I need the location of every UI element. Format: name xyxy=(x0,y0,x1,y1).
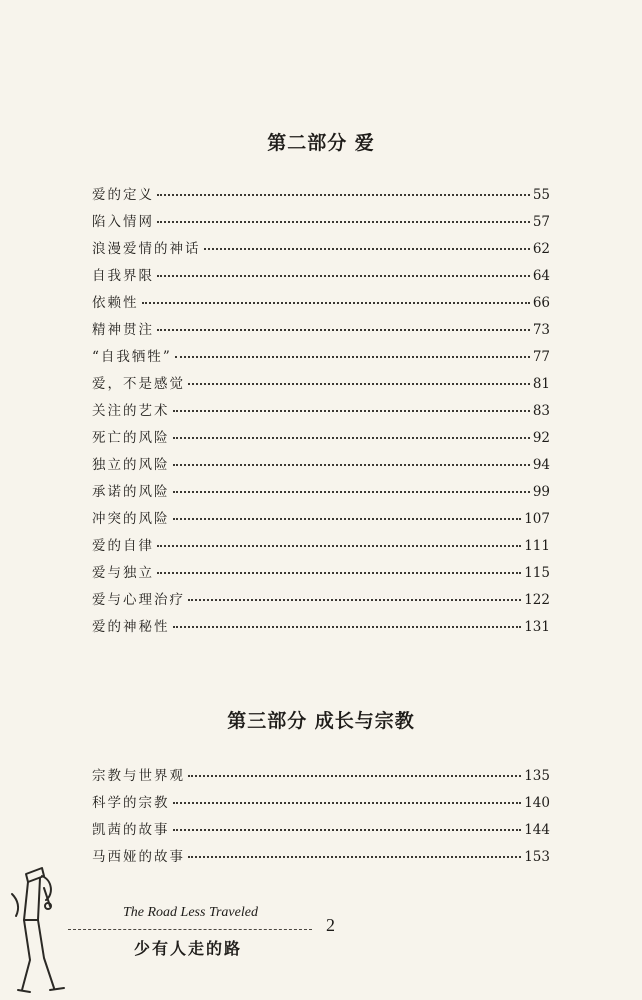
toc-dot-leader xyxy=(157,220,530,223)
toc-entry[interactable] xyxy=(92,615,550,642)
toc-entry[interactable] xyxy=(92,453,550,480)
toc-entry-label: 独立的风险 xyxy=(92,457,170,473)
toc-dot-leader xyxy=(157,544,521,547)
part-three-toc-list xyxy=(92,764,550,872)
page-number: 2 xyxy=(326,915,335,935)
toc-dot-leader xyxy=(204,247,530,250)
toc-entry-page-number: 66 xyxy=(532,295,550,311)
toc-entry[interactable] xyxy=(92,818,550,845)
toc-dot-leader xyxy=(173,490,530,493)
toc-dot-leader xyxy=(175,355,530,358)
book-title-chinese: 少有人走的路 xyxy=(134,939,243,958)
toc-entry-label: 关注的艺术 xyxy=(92,403,170,419)
toc-entry-page-number: 135 xyxy=(524,768,550,784)
toc-dot-leader xyxy=(173,463,530,466)
toc-entry[interactable] xyxy=(92,210,550,237)
toc-entry-page-number: 83 xyxy=(532,403,550,419)
toc-entry-label: 爱与心理治疗 xyxy=(92,592,185,608)
toc-entry-label: 浪漫爱情的神话 xyxy=(92,241,201,257)
toc-entry-label: 爱的自律 xyxy=(92,538,154,554)
toc-entry-page-number: 153 xyxy=(524,849,550,865)
toc-entry-label: 爱与独立 xyxy=(92,565,154,581)
toc-entry-page-number: 131 xyxy=(524,619,550,635)
book-title-english: The Road Less Traveled xyxy=(123,905,258,920)
toc-entry[interactable] xyxy=(92,845,550,872)
toc-entry-label: 自我界限 xyxy=(92,268,154,284)
toc-entry-page-number: 94 xyxy=(532,457,550,473)
toc-entry-page-number: 81 xyxy=(532,376,550,392)
toc-entry-label: 科学的宗教 xyxy=(92,795,170,811)
toc-entry-label: 马西娅的故事 xyxy=(92,849,185,865)
toc-dot-leader xyxy=(157,328,530,331)
toc-dot-leader xyxy=(173,409,530,412)
toc-entry-page-number: 73 xyxy=(532,322,550,338)
toc-entry-page-number: 62 xyxy=(532,241,550,257)
toc-entry-page-number: 140 xyxy=(524,795,550,811)
part-two-title: 第二部分 爱 xyxy=(267,132,375,154)
walking-figure-icon xyxy=(4,860,84,1000)
toc-entry[interactable] xyxy=(92,264,550,291)
toc-entry[interactable] xyxy=(92,372,550,399)
toc-entry[interactable] xyxy=(92,291,550,318)
toc-entry-label: 依赖性 xyxy=(92,295,139,311)
part-two-toc-list xyxy=(92,183,550,642)
toc-entry-label: 死亡的风险 xyxy=(92,430,170,446)
toc-entry-page-number: 77 xyxy=(532,349,550,365)
toc-entry-page-number: 107 xyxy=(524,511,550,527)
toc-entry[interactable] xyxy=(92,399,550,426)
toc-dot-leader xyxy=(188,855,521,858)
toc-entry-label: 宗教与世界观 xyxy=(92,768,185,784)
toc-entry[interactable] xyxy=(92,534,550,561)
toc-dot-leader xyxy=(157,571,521,574)
toc-entry[interactable] xyxy=(92,237,550,264)
toc-dot-leader xyxy=(173,517,522,520)
toc-entry-label: 冲突的风险 xyxy=(92,511,170,527)
toc-entry[interactable] xyxy=(92,480,550,507)
toc-entry-label: 爱的定义 xyxy=(92,187,154,203)
toc-dot-leader xyxy=(188,382,530,385)
toc-entry-page-number: 122 xyxy=(524,592,550,608)
toc-entry[interactable] xyxy=(92,318,550,345)
toc-entry-page-number: 92 xyxy=(532,430,550,446)
toc-entry-label: 凯茜的故事 xyxy=(92,822,170,838)
toc-entry[interactable] xyxy=(92,507,550,534)
toc-entry-page-number: 144 xyxy=(524,822,550,838)
toc-dot-leader xyxy=(157,193,530,196)
toc-entry-page-number: 57 xyxy=(532,214,550,230)
toc-dot-leader xyxy=(173,436,530,439)
toc-entry-label: 陷入情网 xyxy=(92,214,154,230)
toc-entry-label: 爱的神秘性 xyxy=(92,619,170,635)
toc-entry-page-number: 99 xyxy=(532,484,550,500)
toc-entry-page-number: 55 xyxy=(532,187,550,203)
toc-entry-page-number: 115 xyxy=(524,565,550,581)
toc-entry-label: 精神贯注 xyxy=(92,322,154,338)
toc-dot-leader xyxy=(188,774,521,777)
toc-dot-leader xyxy=(142,301,530,304)
toc-entry[interactable] xyxy=(92,588,550,615)
toc-dot-leader xyxy=(157,274,530,277)
toc-entry-page-number: 111 xyxy=(524,538,550,554)
toc-entry[interactable] xyxy=(92,426,550,453)
toc-entry-label: “自我牺牲” xyxy=(92,349,172,365)
toc-dot-leader xyxy=(173,801,522,804)
toc-entry-page-number: 64 xyxy=(532,268,550,284)
toc-entry[interactable] xyxy=(92,345,550,372)
footer-divider xyxy=(68,929,312,930)
toc-entry[interactable] xyxy=(92,764,550,791)
toc-dot-leader xyxy=(173,625,522,628)
toc-dot-leader xyxy=(173,828,522,831)
toc-entry[interactable] xyxy=(92,561,550,588)
toc-dot-leader xyxy=(188,598,521,601)
toc-entry[interactable] xyxy=(92,183,550,210)
part-three-title: 第三部分 成长与宗教 xyxy=(227,710,415,732)
toc-entry-label: 承诺的风险 xyxy=(92,484,170,500)
toc-entry[interactable] xyxy=(92,791,550,818)
toc-entry-label: 爱，不是感觉 xyxy=(92,376,185,392)
